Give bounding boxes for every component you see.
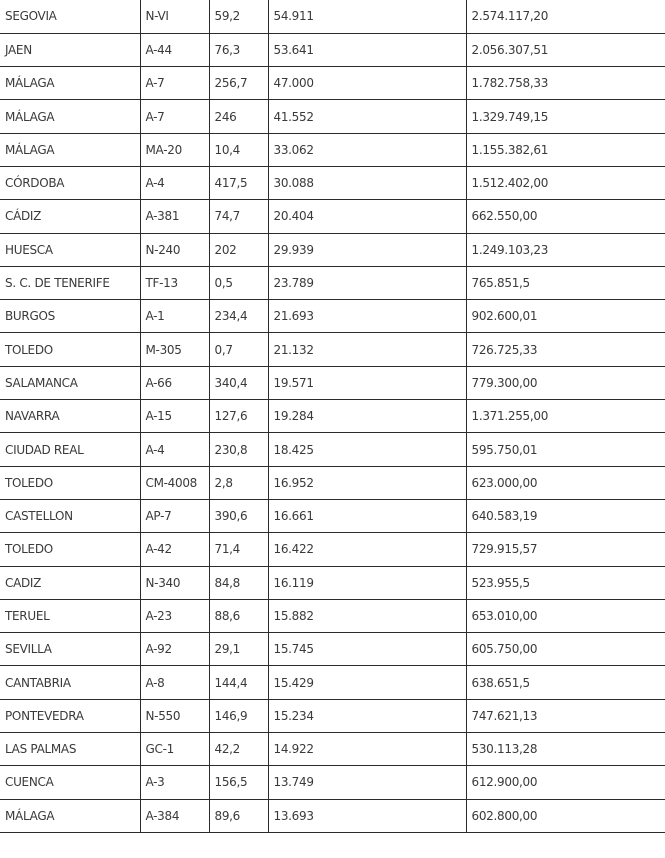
km-cell: 0,5 xyxy=(209,266,268,299)
table-row xyxy=(0,666,665,699)
road-cell: N-550 xyxy=(140,699,209,732)
count-cell: 47.000 xyxy=(268,67,466,100)
table-row xyxy=(0,67,665,100)
count-cell: 16.661 xyxy=(268,499,466,532)
province-cell: CANTABRIA xyxy=(0,666,140,699)
km-cell: 256,7 xyxy=(209,67,268,100)
table-row xyxy=(0,233,665,266)
count-cell: 23.789 xyxy=(268,266,466,299)
road-cell: MA-20 xyxy=(140,133,209,166)
table-row xyxy=(0,733,665,766)
km-cell: 0,7 xyxy=(209,333,268,366)
road-cell: A-7 xyxy=(140,67,209,100)
province-cell: MÁLAGA xyxy=(0,100,140,133)
table-row xyxy=(0,766,665,799)
amount-cell: 779.300,00 xyxy=(466,366,665,399)
km-cell: 246 xyxy=(209,100,268,133)
amount-cell: 765.851,5 xyxy=(466,266,665,299)
km-cell: 10,4 xyxy=(209,133,268,166)
amount-cell: 640.583,19 xyxy=(466,499,665,532)
count-cell: 15.745 xyxy=(268,633,466,666)
km-cell: 84,8 xyxy=(209,566,268,599)
km-cell: 202 xyxy=(209,233,268,266)
province-cell: JAEN xyxy=(0,33,140,66)
road-cell: A-92 xyxy=(140,633,209,666)
table-row xyxy=(0,33,665,66)
province-cell: CADIZ xyxy=(0,566,140,599)
km-cell: 156,5 xyxy=(209,766,268,799)
count-cell: 30.088 xyxy=(268,166,466,199)
count-cell: 15.429 xyxy=(268,666,466,699)
amount-cell: 605.750,00 xyxy=(466,633,665,666)
province-cell: CIUDAD REAL xyxy=(0,433,140,466)
amount-cell: 653.010,00 xyxy=(466,599,665,632)
table-row xyxy=(0,533,665,566)
amount-cell: 1.249.103,23 xyxy=(466,233,665,266)
km-cell: 2,8 xyxy=(209,466,268,499)
road-cell: TF-13 xyxy=(140,266,209,299)
count-cell: 18.425 xyxy=(268,433,466,466)
road-cell: N-240 xyxy=(140,233,209,266)
count-cell: 13.749 xyxy=(268,766,466,799)
amount-cell: 2.574.117,20 xyxy=(466,0,665,33)
province-cell: MÁLAGA xyxy=(0,799,140,832)
province-cell: TERUEL xyxy=(0,599,140,632)
road-cell: A-23 xyxy=(140,599,209,632)
road-cell: CM-4008 xyxy=(140,466,209,499)
count-cell: 15.882 xyxy=(268,599,466,632)
province-cell: HUESCA xyxy=(0,233,140,266)
km-cell: 74,7 xyxy=(209,200,268,233)
road-cell: A-44 xyxy=(140,33,209,66)
km-cell: 417,5 xyxy=(209,166,268,199)
table-row xyxy=(0,0,665,33)
km-cell: 71,4 xyxy=(209,533,268,566)
amount-cell: 1.782.758,33 xyxy=(466,67,665,100)
amount-cell: 662.550,00 xyxy=(466,200,665,233)
province-cell: NAVARRA xyxy=(0,400,140,433)
table-row xyxy=(0,100,665,133)
amount-cell: 523.955,5 xyxy=(466,566,665,599)
count-cell: 16.422 xyxy=(268,533,466,566)
table-row xyxy=(0,166,665,199)
road-cell: A-1 xyxy=(140,300,209,333)
amount-cell: 902.600,01 xyxy=(466,300,665,333)
amount-cell: 530.113,28 xyxy=(466,733,665,766)
province-cell: CÓRDOBA xyxy=(0,166,140,199)
count-cell: 41.552 xyxy=(268,100,466,133)
province-cell: SEVILLA xyxy=(0,633,140,666)
amount-cell: 1.155.382,61 xyxy=(466,133,665,166)
count-cell: 13.693 xyxy=(268,799,466,832)
count-cell: 16.119 xyxy=(268,566,466,599)
table-row xyxy=(0,499,665,532)
count-cell: 54.911 xyxy=(268,0,466,33)
km-cell: 88,6 xyxy=(209,599,268,632)
table-row xyxy=(0,799,665,832)
province-cell: BURGOS xyxy=(0,300,140,333)
amount-cell: 747.621,13 xyxy=(466,699,665,732)
km-cell: 144,4 xyxy=(209,666,268,699)
count-cell: 20.404 xyxy=(268,200,466,233)
count-cell: 16.952 xyxy=(268,466,466,499)
km-cell: 234,4 xyxy=(209,300,268,333)
province-cell: CASTELLON xyxy=(0,499,140,532)
km-cell: 76,3 xyxy=(209,33,268,66)
table-row xyxy=(0,266,665,299)
amount-cell: 638.651,5 xyxy=(466,666,665,699)
amount-cell: 602.800,00 xyxy=(466,799,665,832)
km-cell: 340,4 xyxy=(209,366,268,399)
amount-cell: 1.371.255,00 xyxy=(466,400,665,433)
amount-cell: 726.725,33 xyxy=(466,333,665,366)
road-cell: A-66 xyxy=(140,366,209,399)
province-cell: SALAMANCA xyxy=(0,366,140,399)
road-cell: A-4 xyxy=(140,433,209,466)
table-row xyxy=(0,699,665,732)
amount-cell: 2.056.307,51 xyxy=(466,33,665,66)
province-cell: MÁLAGA xyxy=(0,133,140,166)
km-cell: 29,1 xyxy=(209,633,268,666)
count-cell: 19.284 xyxy=(268,400,466,433)
count-cell: 15.234 xyxy=(268,699,466,732)
km-cell: 146,9 xyxy=(209,699,268,732)
road-cell: A-15 xyxy=(140,400,209,433)
count-cell: 19.571 xyxy=(268,366,466,399)
table-row xyxy=(0,133,665,166)
table-row xyxy=(0,300,665,333)
amount-cell: 729.915,57 xyxy=(466,533,665,566)
km-cell: 390,6 xyxy=(209,499,268,532)
road-cell: A-42 xyxy=(140,533,209,566)
road-cell: M-305 xyxy=(140,333,209,366)
count-cell: 53.641 xyxy=(268,33,466,66)
count-cell: 29.939 xyxy=(268,233,466,266)
province-cell: TOLEDO xyxy=(0,333,140,366)
road-cell: A-384 xyxy=(140,799,209,832)
table-row xyxy=(0,599,665,632)
amount-cell: 1.329.749,15 xyxy=(466,100,665,133)
km-cell: 42,2 xyxy=(209,733,268,766)
table-row xyxy=(0,200,665,233)
road-cell: A-381 xyxy=(140,200,209,233)
amount-cell: 612.900,00 xyxy=(466,766,665,799)
amount-cell: 623.000,00 xyxy=(466,466,665,499)
table-row xyxy=(0,566,665,599)
table-row xyxy=(0,433,665,466)
road-cell: N-340 xyxy=(140,566,209,599)
count-cell: 21.693 xyxy=(268,300,466,333)
road-cell: GC-1 xyxy=(140,733,209,766)
table-row xyxy=(0,400,665,433)
road-cell: A-4 xyxy=(140,166,209,199)
km-cell: 127,6 xyxy=(209,400,268,433)
province-cell: TOLEDO xyxy=(0,466,140,499)
province-cell: CÁDIZ xyxy=(0,200,140,233)
road-cell: A-3 xyxy=(140,766,209,799)
road-cell: N-VI xyxy=(140,0,209,33)
road-cell: AP-7 xyxy=(140,499,209,532)
table-row xyxy=(0,466,665,499)
count-cell: 14.922 xyxy=(268,733,466,766)
province-cell: S. C. DE TENERIFE xyxy=(0,266,140,299)
count-cell: 21.132 xyxy=(268,333,466,366)
road-cell: A-8 xyxy=(140,666,209,699)
province-cell: TOLEDO xyxy=(0,533,140,566)
km-cell: 89,6 xyxy=(209,799,268,832)
province-cell: PONTEVEDRA xyxy=(0,699,140,732)
table-row xyxy=(0,366,665,399)
km-cell: 59,2 xyxy=(209,0,268,33)
road-cell: A-7 xyxy=(140,100,209,133)
amount-cell: 595.750,01 xyxy=(466,433,665,466)
province-cell: LAS PALMAS xyxy=(0,733,140,766)
table-row xyxy=(0,633,665,666)
province-cell: SEGOVIA xyxy=(0,0,140,33)
table-row xyxy=(0,333,665,366)
count-cell: 33.062 xyxy=(268,133,466,166)
province-cell: CUENCA xyxy=(0,766,140,799)
amount-cell: 1.512.402,00 xyxy=(466,166,665,199)
km-cell: 230,8 xyxy=(209,433,268,466)
province-cell: MÁLAGA xyxy=(0,67,140,100)
